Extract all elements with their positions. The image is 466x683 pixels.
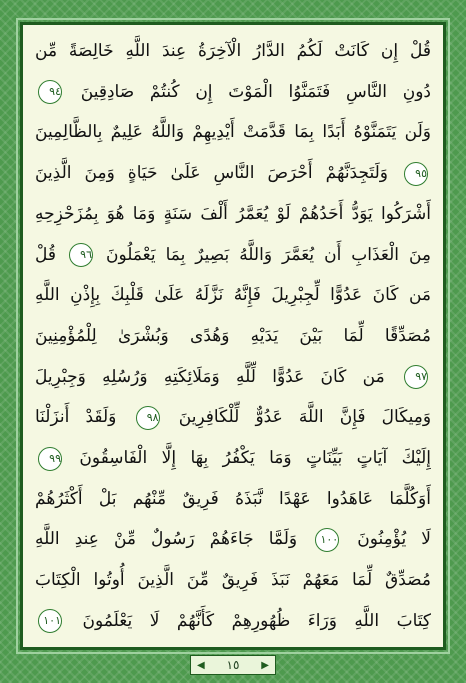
ayah-marker: ٩٦ (69, 243, 93, 267)
text-line-13: لَا يُؤْمِنُونَ ١٠٠ وَلَمَّا جَاءَهُمْ رَسُولٌ مِّنْ عِندِ اللَّهِ (35, 521, 431, 557)
text-line-15: كِتَابَ اللَّهِ وَرَاءَ ظُهُورِهِمْ كَأَنَّهُمْ لَا يَعْلَمُونَ ١٠١ (35, 603, 431, 639)
ayah-marker: ٩٥ (404, 162, 428, 186)
text-line-7: مَن كَانَ عَدُوًّا لِّجِبْرِيلَ فَإِنَّهُ نَزَّلَهُ عَلَىٰ قَلْبِكَ بِإِذْنِ اللَّهِ (35, 285, 431, 306)
page-frame (20, 22, 446, 650)
page-number-bar (190, 655, 276, 675)
text-line-6: مِنَ الْعَذَابِ أَن يُعَمَّرَ وَاللَّهُ بَصِيرٌ بِمَا يَعْمَلُونَ ٩٦ قُلْ (35, 237, 431, 273)
next-page-arrow-icon[interactable]: ◀ (197, 659, 205, 671)
text-line-5: أَشْرَكُوا يَوَدُّ أَحَدُهُمْ لَوْ يُعَمَّرُ أَلْفَ سَنَةٍ وَمَا هُوَ بِمُزَحْزِحِهِ (35, 203, 431, 224)
ayah-marker: ٩٧ (404, 365, 428, 389)
text-line-4: ٩٥ وَلَتَجِدَنَّهُمْ أَحْرَصَ النَّاسِ عَلَىٰ حَيَاةٍ وَمِنَ الَّذِينَ (35, 155, 431, 191)
text-line-11: إِلَيْكَ آيَاتٍ بَيِّنَاتٍ وَمَا يَكْفُرُ بِهَا إِلَّا الْفَاسِقُونَ ٩٩ (35, 440, 431, 476)
ayah-marker: ٩٤ (38, 80, 62, 104)
text-line-3: وَلَن يَتَمَنَّوْهُ أَبَدًا بِمَا قَدَّمَتْ أَيْدِيهِمْ وَاللَّهُ عَلِيمٌ بِالظَّالِمِينَ (35, 122, 431, 143)
text-line-9: ٩٧ مَن كَانَ عَدُوًّا لِّلَّهِ وَمَلَائِكَتِهِ وَرُسُلِهِ وَجِبْرِيلَ (35, 359, 431, 395)
text-line-8: مُصَدِّقًا لِّمَا بَيْنَ يَدَيْهِ وَهُدًى وَبُشْرَىٰ لِلْمُؤْمِنِينَ (35, 325, 431, 346)
ayah-marker: ١٠١ (38, 609, 62, 633)
page-number: ١٥ (226, 658, 240, 672)
text-line-12: أَوَكُلَّمَا عَاهَدُوا عَهْدًا نَّبَذَهُ فَرِيقٌ مِّنْهُم بَلْ أَكْثَرُهُمْ (35, 488, 431, 509)
text-line-10: وَمِيكَالَ فَإِنَّ اللَّهَ عَدُوٌّ لِّلْكَافِرِينَ ٩٨ وَلَقَدْ أَنزَلْنَا (35, 399, 431, 435)
verse-text-block (35, 33, 431, 639)
text-line-2: دُونِ النَّاسِ فَتَمَنَّوُا الْمَوْتَ إِن كُنتُمْ صَادِقِينَ ٩٤ (35, 74, 431, 110)
ayah-marker: ١٠٠ (315, 528, 339, 552)
ayah-marker: ٩٨ (136, 406, 160, 430)
text-line-14: مُصَدِّقٌ لِّمَا مَعَهُمْ نَبَذَ فَرِيقٌ مِّنَ الَّذِينَ أُوتُوا الْكِتَابَ (35, 570, 431, 591)
text-line-1: قُلْ إِن كَانَتْ لَكُمُ الدَّارُ الْآخِرَةُ عِندَ اللَّهِ خَالِصَةً مِّن (35, 41, 431, 61)
previous-page-arrow-icon[interactable]: ▶ (261, 659, 269, 671)
ayah-marker: ٩٩ (38, 447, 62, 471)
